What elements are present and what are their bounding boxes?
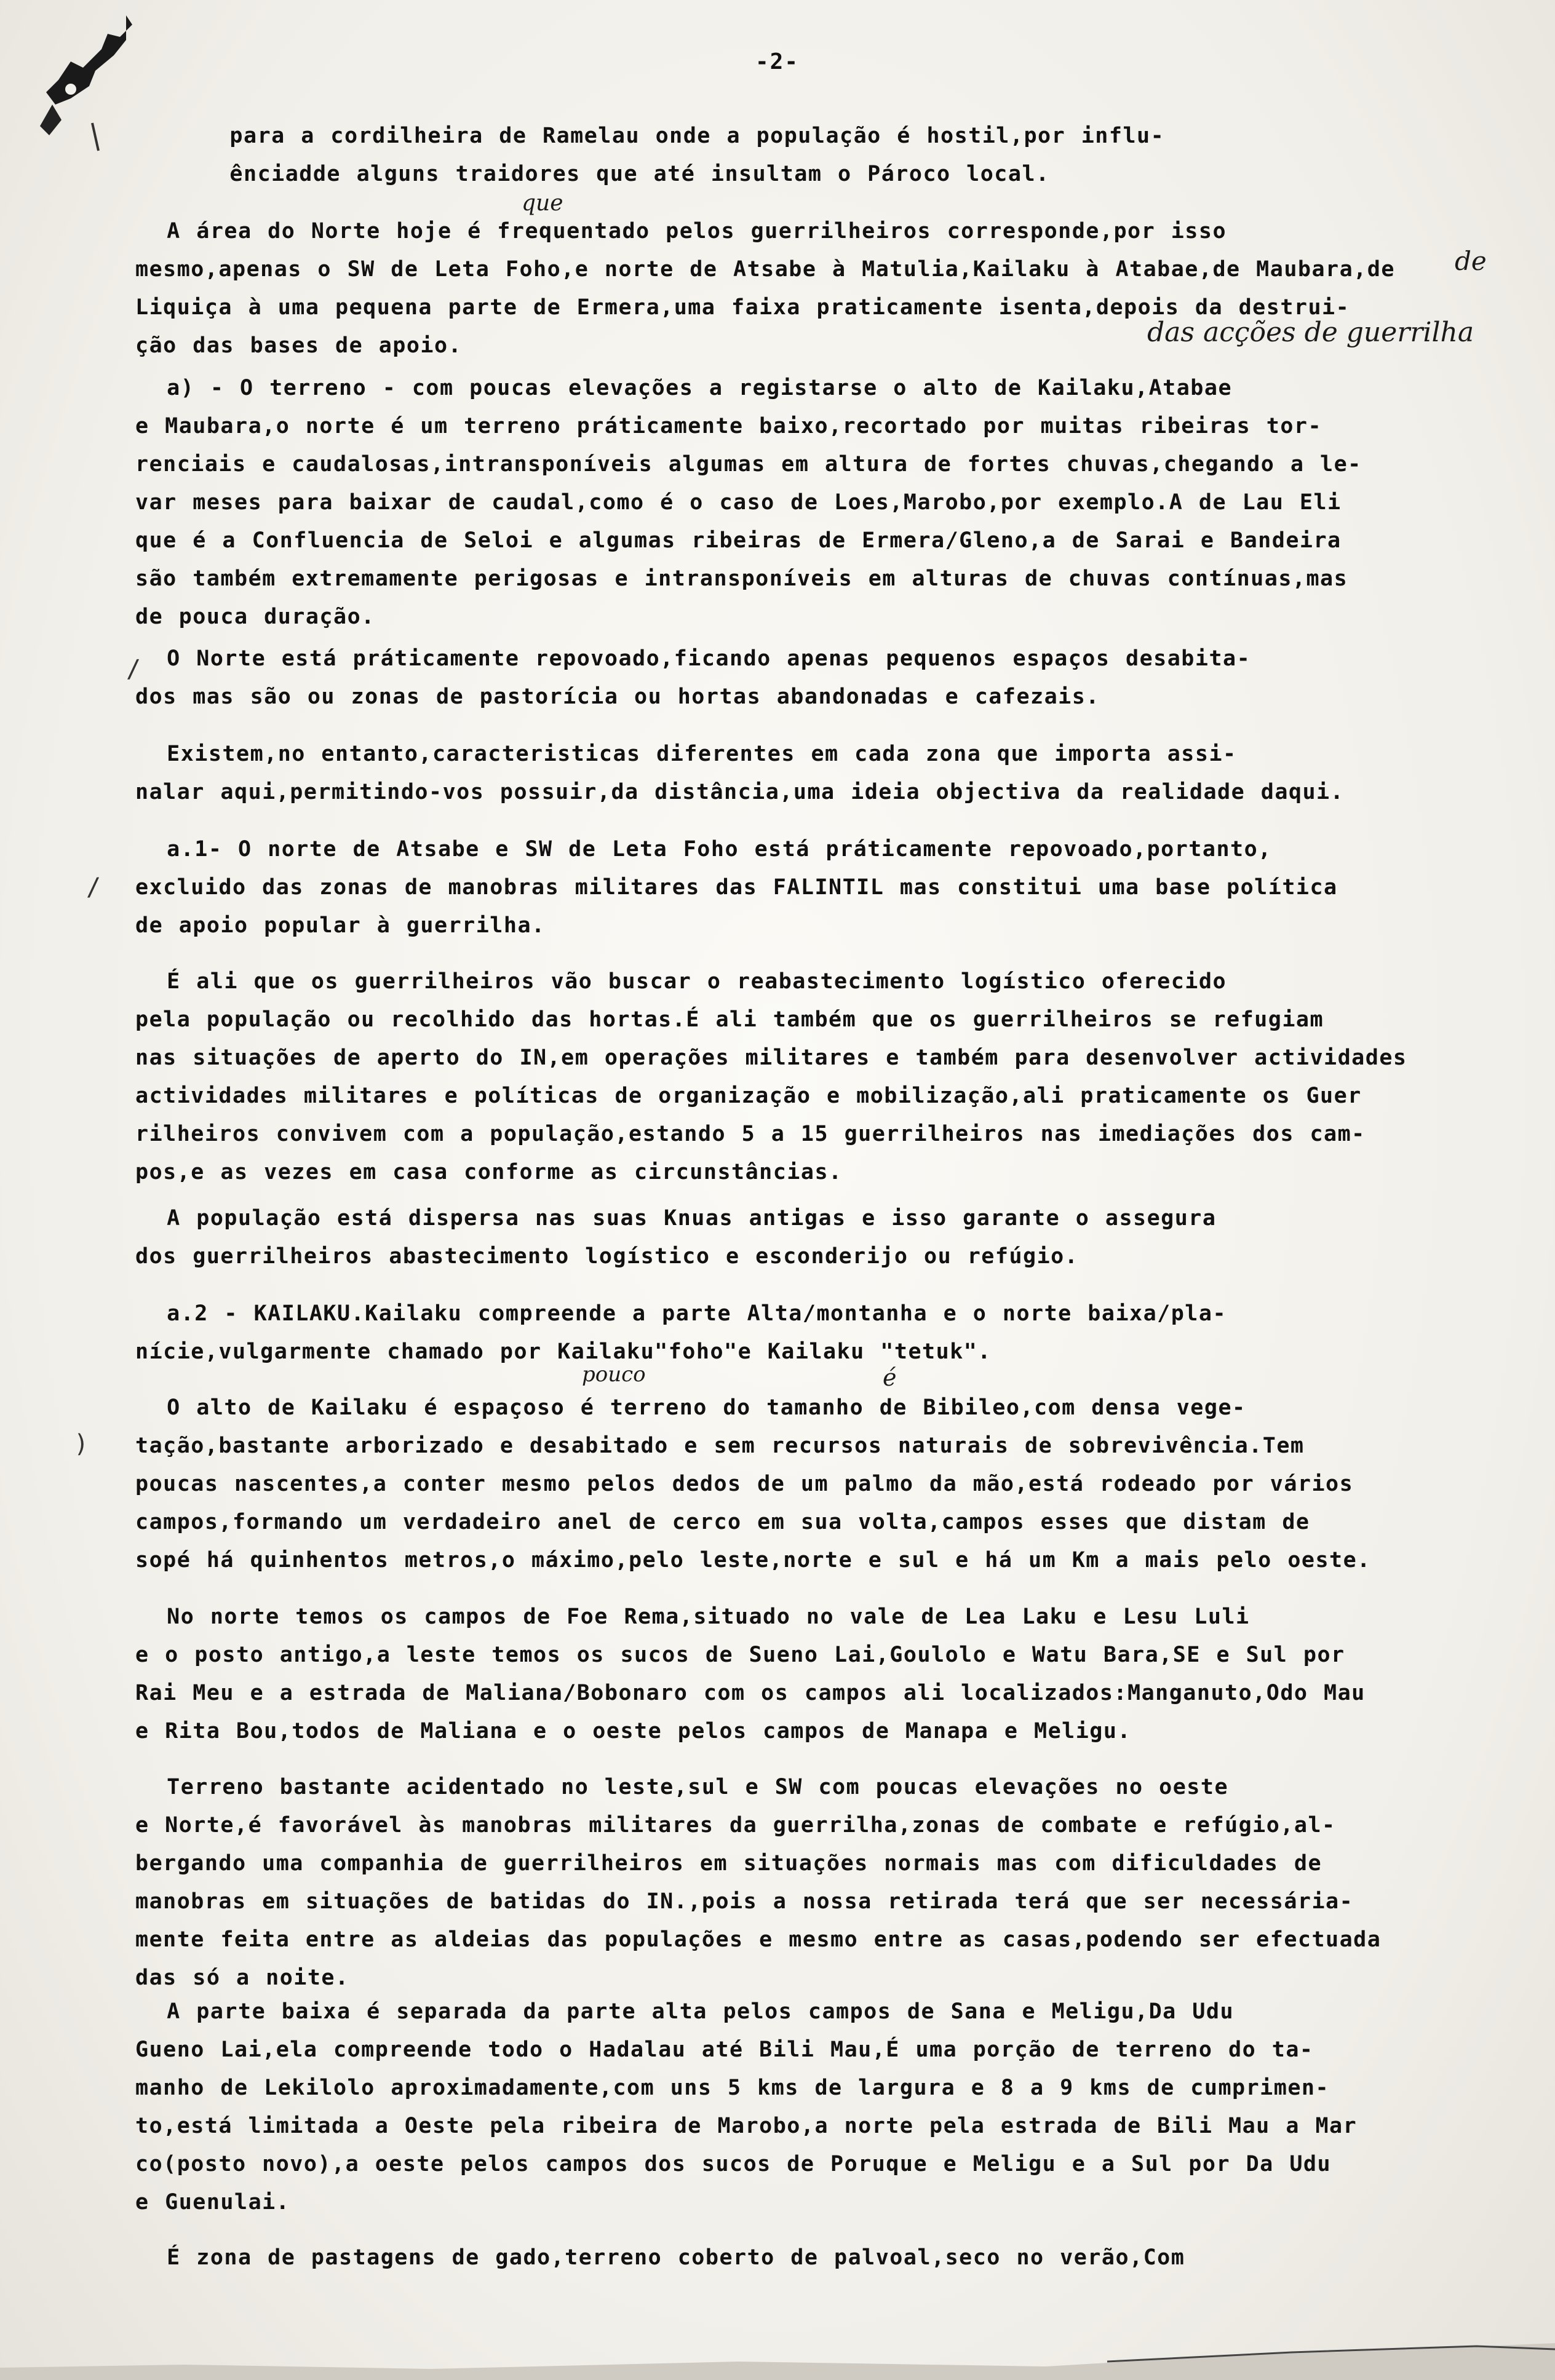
handwritten-note-hw-e: é	[883, 1364, 897, 1391]
text-line: renciais e caudalosas,intransponíveis algumas em altura de fortes chuvas,chegando a le-	[135, 452, 1362, 477]
text-line: campos,formando um verdadeiro anel de cerco em sua volta,campos esses que distam de	[135, 1510, 1310, 1534]
handwritten-note-hw-pouco: pouco	[582, 1362, 646, 1387]
text-line: das só a noite.	[135, 1965, 349, 1990]
text-line: pos,e as vezes em casa conforme as circunstâncias.	[135, 1160, 843, 1184]
text-line: O alto de Kailaku é espaçoso é terreno do tamanho de Bibileo,com densa vege-	[135, 1395, 1246, 1420]
paragraph-p7	[135, 962, 1495, 1191]
text-line: poucas nascentes,a conter mesmo pelos dedos de um palmo da mão,está rodeado por vários	[135, 1472, 1354, 1496]
text-line: Existem,no entanto,caracteristicas diferentes em cada zona que importa assi-	[135, 742, 1237, 766]
paragraph-p14	[135, 2239, 1495, 2277]
text-line: co(posto novo),a oeste pelos campos dos sucos de Poruque e Meligu e a Sul por Da Udu	[135, 2152, 1332, 2176]
text-line: a.1- O norte de Atsabe e SW de Leta Foho está práticamente repovoado,portanto,	[135, 837, 1272, 862]
text-line: A área do Norte hoje é frequentado pelos guerrilheiros corresponde,por isso	[135, 219, 1227, 244]
text-line: e Rita Bou,todos de Maliana e o oeste pelos campos de Manapa e Meligu.	[135, 1719, 1132, 1743]
margin-tick-mark: ∕	[126, 655, 141, 683]
text-line: e Guenulai.	[135, 2190, 290, 2215]
text-line: e o posto antigo,a leste temos os sucos de Sueno Lai,Goulolo e Watu Bara,SE e Sul por	[135, 1643, 1345, 1667]
text-line: manobras em situações de batidas do IN.,pois a nossa retirada terá que ser necessária-	[135, 1889, 1354, 1914]
text-line: O Norte está práticamente repovoado,ficando apenas pequenos espaços desabita-	[135, 646, 1251, 671]
text-line: ênciadde alguns traidores que até insultam o Pároco local.	[135, 162, 1050, 186]
text-line: nície,vulgarmente chamado por Kailaku"foho"e Kailaku "tetuk".	[135, 1339, 992, 1364]
page-number: -2-	[755, 49, 800, 74]
paragraph-p1	[135, 117, 1495, 193]
text-line: Liquiça à uma pequena parte de Ermera,uma faixa praticamente isenta,depois da destrui-	[135, 295, 1350, 320]
margin-tick-mark: /	[86, 873, 101, 902]
text-line: Rai Meu e a estrada de Maliana/Bobonaro com os campos ali localizados:Manganuto,Odo Mau	[135, 1681, 1366, 1705]
text-line: A parte baixa é separada da parte alta pelos campos de Sana e Meligu,Da Udu	[135, 1999, 1235, 2024]
text-line: e Norte,é favorável às manobras militares da guerrilha,zonas de combate e refúgio,al-	[135, 1813, 1336, 1838]
paragraph-p10	[135, 1389, 1495, 1579]
text-line: rilheiros convivem com a população,estando 5 a 15 guerrilheiros nas imediações dos cam-	[135, 1122, 1366, 1146]
text-line: ção das bases de apoio.	[135, 333, 463, 358]
text-line: Terreno bastante acidentado no leste,sul e SW com poucas elevações no oeste	[135, 1775, 1229, 1799]
paragraph-p6	[135, 830, 1495, 945]
text-line: to,está limitada a Oeste pela ribeira de Marobo,a norte pela estrada de Bili Mau a Mar	[135, 2114, 1358, 2138]
text-line: tação,bastante arborizado e desabitado e sem recursos naturais de sobrevivência.Tem	[135, 1434, 1305, 1458]
text-line: É ali que os guerrilheiros vão buscar o reabastecimento logístico oferecido	[135, 969, 1227, 994]
text-line: dos mas são ou zonas de pastorícia ou hortas abandonadas e cafezais.	[135, 684, 1100, 709]
text-line: actividades militares e políticas de organização e mobilização,ali praticamente os Guer	[135, 1084, 1362, 1108]
paragraph-p11	[135, 1598, 1495, 1750]
paragraph-p4	[135, 640, 1495, 716]
text-line: No norte temos os campos de Foe Rema,situado no vale de Lea Laku e Lesu Luli	[135, 1605, 1250, 1629]
handwritten-note-hw-de: de	[1455, 246, 1487, 276]
text-line: a.2 - KAILAKU.Kailaku compreende a parte Alta/montanha e o norte baixa/pla-	[135, 1301, 1227, 1326]
text-line: A população está dispersa nas suas Knuas antigas e isso garante o assegura	[135, 1206, 1217, 1231]
text-line: são também extremamente perigosas e intransponíveis em alturas de chuvas contínuas,mas	[135, 566, 1348, 591]
text-line: var meses para baixar de caudal,como é o caso de Loes,Marobo,por exemplo.A de Lau Eli	[135, 490, 1342, 515]
paragraph-p13	[135, 1993, 1495, 2221]
text-line: manho de Lekilolo aproximadamente,com uns 5 kms de largura e 8 a 9 kms de cumprimen-	[135, 2076, 1330, 2100]
text-line: excluido das zonas de manobras militares das FALINTIL mas constitui uma base política	[135, 875, 1338, 900]
handwritten-note-hw-accoes: das acções de guerrilha	[1147, 317, 1474, 348]
text-line: que é a Confluencia de Seloi e algumas ribeiras de Ermera/Gleno,a de Sarai e Bandeira	[135, 528, 1342, 553]
text-line: dos guerrilheiros abastecimento logístico e esconderijo ou refúgio.	[135, 1244, 1079, 1269]
text-line: sopé há quinhentos metros,o máximo,pelo leste,norte e sul e há um Km a mais pelo oeste.	[135, 1548, 1371, 1573]
paragraph-p12	[135, 1768, 1495, 1997]
text-line: mente feita entre as aldeias das populações e mesmo entre as casas,podendo ser efectuada	[135, 1927, 1382, 1952]
torn-bottom-edge	[0, 2331, 1555, 2380]
paragraph-p8	[135, 1199, 1495, 1275]
paragraph-p5	[135, 735, 1495, 811]
text-line: de apoio popular à guerrilha.	[135, 913, 546, 938]
text-line: pela população ou recolhido das hortas.É ali também que os guerrilheiros se refugiam	[135, 1007, 1324, 1032]
text-line: e Maubara,o norte é um terreno práticamente baixo,recortado por muitas ribeiras tor-	[135, 414, 1322, 438]
text-line: Gueno Lai,ela compreende todo o Hadalau até Bili Mau,É uma porção de terreno do ta-	[135, 2037, 1314, 2062]
margin-tick-mark: )	[74, 1430, 89, 1458]
text-line: de pouca duração.	[135, 605, 375, 629]
text-line: nalar aqui,permitindo-vos possuir,da distância,uma ideia objectiva da realidade daqui.	[135, 780, 1345, 804]
paragraph-p3	[135, 369, 1495, 636]
paragraph-p9	[135, 1295, 1495, 1371]
text-line: para a cordilheira de Ramelau onde a população é hostil,por influ-	[135, 124, 1165, 148]
text-line: a) - O terreno - com poucas elevações a registarse o alto de Kailaku,Atabae	[135, 376, 1233, 400]
corner-stain-mark	[34, 12, 138, 154]
text-line: nas situações de aperto do IN,em operações militares e também para desenvolver actividades	[135, 1045, 1407, 1070]
text-line: bergando uma companhia de guerrilheiros em situações normais mas com dificuldades de	[135, 1851, 1322, 1876]
text-line: mesmo,apenas o SW de Leta Foho,e norte de Atsabe à Matulia,Kailaku à Atabae,de Maubara,de	[135, 257, 1395, 282]
text-line: É zona de pastagens de gado,terreno coberto de palvoal,seco no verão,Com	[135, 2245, 1185, 2270]
handwritten-note-hw-que: que	[522, 191, 563, 216]
